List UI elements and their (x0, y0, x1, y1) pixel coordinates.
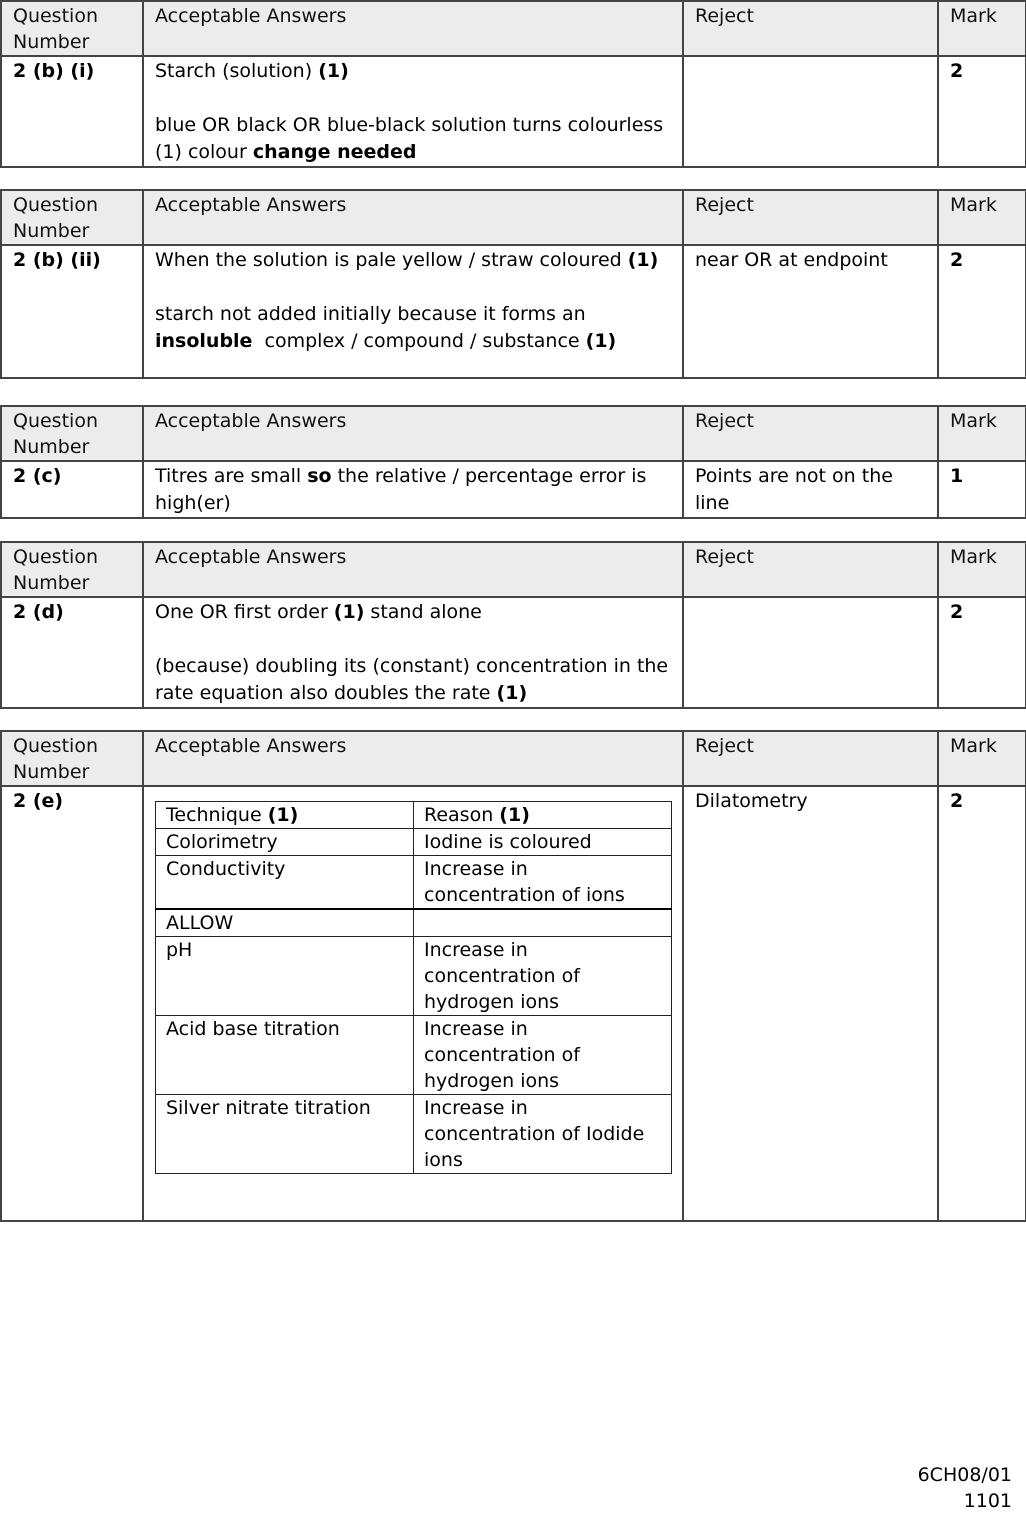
header-row (1, 542, 1026, 597)
answer-text: When the solution is pale yellow / straw coloured (155, 249, 628, 271)
mark-scheme-table-2e (0, 730, 1026, 1222)
question-number: 2 (c) (1, 461, 143, 518)
answer-mark-point: (1) (318, 60, 349, 82)
answer-row (1, 245, 1026, 378)
answer-mark-point: (1) (627, 249, 659, 271)
header-mark: Mark (938, 190, 1026, 245)
header-question-number: Question Number (1, 731, 143, 786)
header-mark: Mark (938, 542, 1026, 597)
technique-cell: Acid base titration (156, 1016, 414, 1095)
header-reject: Reject (683, 731, 938, 786)
header-acceptable-answers: Acceptable Answers (143, 731, 683, 786)
technique-header: Technique (1) (156, 802, 414, 829)
answer-text: stand alone (364, 601, 482, 623)
inner-header-row (156, 802, 672, 829)
answer-text: blue OR black OR blue-black solution turns colourless (1) colour (155, 114, 664, 163)
answer-line (155, 599, 672, 626)
paper-code: 6CH08/01 (917, 1464, 1012, 1486)
answer-line (155, 247, 672, 274)
inner-row (156, 909, 672, 937)
header-question-number: Question Number (1, 406, 143, 461)
header-mark: Mark (938, 731, 1026, 786)
answer-line (155, 58, 672, 85)
header-question-number: Question Number (1, 1, 143, 56)
answer-emphasis: so (307, 465, 332, 487)
mark-value: 2 (938, 786, 1026, 1221)
mark-scheme-table-2bii (0, 189, 1026, 379)
answer-text: starch not added initially because it forms an (155, 303, 586, 325)
header-reject: Reject (683, 406, 938, 461)
inner-row (156, 1095, 672, 1174)
reason-cell: Iodine is coloured (414, 829, 672, 856)
inner-row (156, 829, 672, 856)
acceptable-answer (143, 786, 683, 1221)
answer-emphasis: insoluble (155, 330, 253, 352)
answer-row (1, 597, 1026, 708)
reject-cell: Points are not on the line (683, 461, 938, 518)
exam-session: 1101 (963, 1490, 1012, 1512)
reason-cell: Increase in concentration of Iodide ions (414, 1095, 672, 1174)
mark-value: 2 (938, 597, 1026, 708)
question-number: 2 (e) (1, 786, 143, 1221)
mark-scheme-table-2c (0, 405, 1026, 519)
reason-cell: Increase in concentration of hydrogen ions (414, 937, 672, 1016)
reject-cell (683, 597, 938, 708)
header-row (1, 731, 1026, 786)
page-footer (918, 1462, 1012, 1514)
reason-cell: Increase in concentration of hydrogen ions (414, 1016, 672, 1095)
technique-reason-table (155, 801, 672, 1174)
mark-value: 2 (938, 245, 1026, 378)
header-acceptable-answers: Acceptable Answers (143, 1, 683, 56)
answer-text: (because) doubling its (constant) concentration in the rate equation also doubles the rate (155, 655, 669, 704)
header-mark: Mark (938, 406, 1026, 461)
answer-emphasis: change needed (252, 141, 417, 163)
header-reject: Reject (683, 542, 938, 597)
answer-text: the relative / percentage error is high(er) (155, 465, 647, 514)
answer-text: One OR first order (155, 601, 334, 623)
header-acceptable-answers: Acceptable Answers (143, 542, 683, 597)
acceptable-answer (143, 461, 683, 518)
answer-line (155, 112, 672, 166)
reason-header: Reason (1) (414, 802, 672, 829)
mark-value: 1 (938, 461, 1026, 518)
mark-value: 2 (938, 56, 1026, 167)
inner-row (156, 856, 672, 910)
technique-cell: Silver nitrate titration (156, 1095, 414, 1174)
answer-mark-point: (1) (333, 601, 365, 623)
header-acceptable-answers: Acceptable Answers (143, 190, 683, 245)
inner-row (156, 937, 672, 1016)
question-number: 2 (b) (i) (1, 56, 143, 167)
answer-mark-point: (1) (585, 330, 617, 352)
mark-scheme-table-2d (0, 541, 1026, 709)
header-question-number: Question Number (1, 542, 143, 597)
answer-mark-point: (1) (496, 682, 528, 704)
answer-text: Titres are small (155, 465, 308, 487)
reject-cell (683, 56, 938, 167)
header-question-number: Question Number (1, 190, 143, 245)
reason-cell: Increase in concentration of ions (414, 856, 672, 910)
inner-row (156, 1016, 672, 1095)
header-row (1, 1, 1026, 56)
reject-cell: Dilatometry (683, 786, 938, 1221)
acceptable-answer (143, 245, 683, 378)
answer-row (1, 786, 1026, 1221)
header-acceptable-answers: Acceptable Answers (143, 406, 683, 461)
acceptable-answer (143, 56, 683, 167)
technique-cell: pH (156, 937, 414, 1016)
question-number: 2 (b) (ii) (1, 245, 143, 378)
answer-row (1, 56, 1026, 167)
header-reject: Reject (683, 190, 938, 245)
header-row (1, 406, 1026, 461)
mark-scheme-table-2bi (0, 0, 1026, 168)
answer-text: Starch (solution) (155, 60, 319, 82)
technique-cell: Conductivity (156, 856, 414, 910)
technique-cell: ALLOW (156, 909, 414, 937)
acceptable-answer (143, 597, 683, 708)
technique-cell: Colorimetry (156, 829, 414, 856)
reject-cell: near OR at endpoint (683, 245, 938, 378)
question-number: 2 (d) (1, 597, 143, 708)
answer-line (155, 301, 672, 355)
answer-row (1, 461, 1026, 518)
reason-cell (414, 909, 672, 937)
answer-line (155, 653, 672, 707)
header-mark: Mark (938, 1, 1026, 56)
header-row (1, 190, 1026, 245)
header-reject: Reject (683, 1, 938, 56)
answer-text: complex / compound / substance (252, 330, 586, 352)
